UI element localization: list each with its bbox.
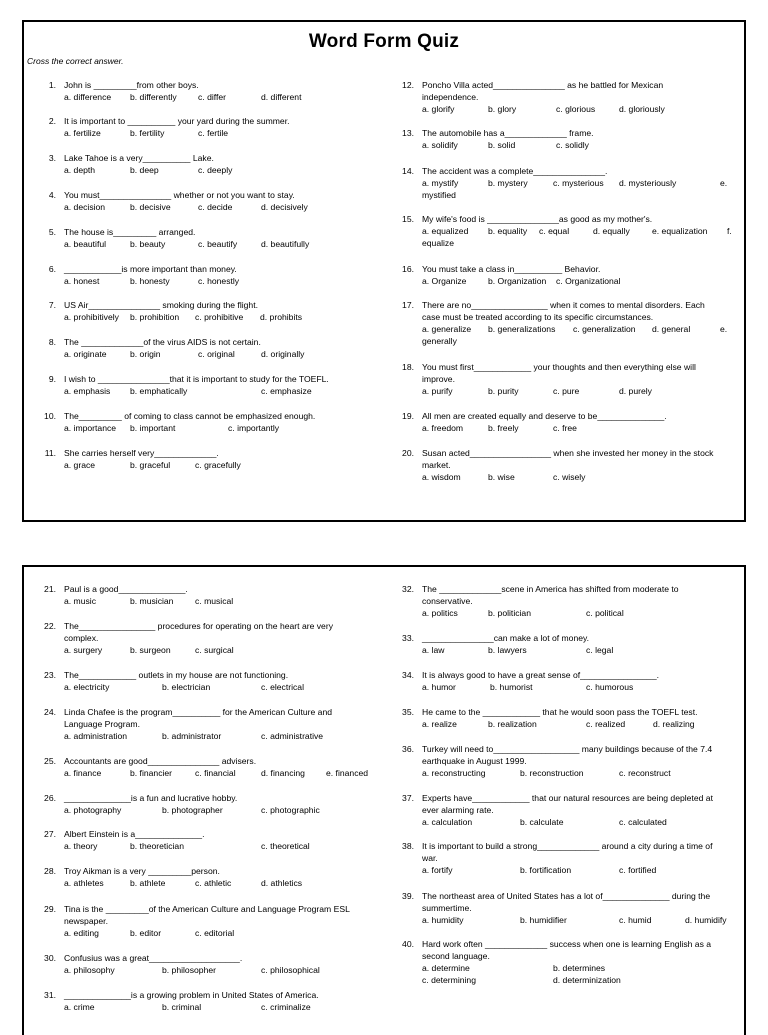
option[interactable]: c. beautify xyxy=(198,239,238,249)
option[interactable]: a. editing xyxy=(64,928,99,938)
option[interactable]: b. generalizations xyxy=(488,324,556,334)
option[interactable]: c. athletic xyxy=(195,878,232,888)
option[interactable]: c. administrative xyxy=(261,731,324,741)
option[interactable]: a. crime xyxy=(64,1002,95,1012)
option[interactable]: d. gloriously xyxy=(619,104,665,114)
option[interactable]: d. general xyxy=(652,324,691,334)
quiz-title: Word Form Quiz xyxy=(308,31,460,52)
option[interactable]: c. financial xyxy=(195,768,236,778)
question-11: 11. She carries herself very_____________. a. grace b. graceful c. gracefully xyxy=(44,448,241,470)
option[interactable]: e. xyxy=(720,324,728,334)
option[interactable]: d. determinization xyxy=(553,975,621,985)
option[interactable]: b. freely xyxy=(488,423,519,433)
option[interactable]: d. beautifully xyxy=(261,239,310,249)
question-40: 40. Hard work often _____________ success when one is learning English as a second language. a. determine b. determines c. determining d. determinization xyxy=(402,939,712,985)
option[interactable]: a. humor xyxy=(422,682,456,692)
option[interactable]: c. prohibitive xyxy=(195,312,244,322)
option[interactable]: c. importantly xyxy=(228,423,280,433)
option[interactable]: a. wisdom xyxy=(422,472,461,482)
option[interactable]: b. purity xyxy=(488,386,519,396)
option[interactable]: b. surgeon xyxy=(130,645,171,655)
option[interactable]: c. Organizational xyxy=(556,276,621,286)
question-19: 19. All men are created equally and deserve to be______________. a. freedom b. freely c. free xyxy=(402,411,667,433)
question-25: 25. Accountants are good_______________ advisers. a. finance b. financier c. financial d. financing e. financed xyxy=(44,756,369,778)
question-17: 17. There are no________________ when it comes to mental disorders. Each case must be treated according to its specific circumstances. a. generalize b. generalizations c. generalization d. general e. generally xyxy=(402,300,728,346)
option[interactable]: b. philosopher xyxy=(162,965,216,975)
option[interactable]: c. free xyxy=(553,423,577,433)
option[interactable]: a. finance xyxy=(64,768,102,778)
option[interactable]: a. music xyxy=(64,596,96,606)
option[interactable]: a. glorify xyxy=(422,104,455,114)
option[interactable]: c. original xyxy=(198,349,235,359)
question-32: 32. The _____________scene in America has shifted from moderate to conservative. a. politics b. politician c. political xyxy=(402,584,679,618)
option[interactable]: b. humidifier xyxy=(520,915,567,925)
question-37: 37. Experts have____________ that our natural resources are being depleted at ever alarming rate. a. calculation b. calculate c. calculated xyxy=(402,793,713,827)
option[interactable]: c. generalization xyxy=(573,324,636,334)
option[interactable]: mystified xyxy=(422,190,456,200)
option[interactable]: d. mysteriously xyxy=(619,178,677,188)
question-1: 1. John is _________from other boys. a. difference b. differently c. differ d. different xyxy=(48,80,302,102)
option[interactable]: a. humidity xyxy=(422,915,464,925)
option[interactable]: b. photographer xyxy=(162,805,223,815)
option[interactable]: c. political xyxy=(586,608,624,618)
option[interactable]: b. emphatically xyxy=(130,386,188,396)
option[interactable]: a. Organize xyxy=(422,276,467,286)
question-21: 21. Paul is a good______________. a. music b. musician c. musical xyxy=(44,584,234,606)
quiz-page-2 xyxy=(22,565,746,1035)
option[interactable]: c. realized xyxy=(586,719,626,729)
option[interactable]: c. electrical xyxy=(261,682,304,692)
option[interactable]: b. glory xyxy=(488,104,517,114)
option[interactable]: a. surgery xyxy=(64,645,103,655)
option[interactable]: b. mystery xyxy=(488,178,528,188)
question-12: 12. Poncho Villa acted_______________ as he battled for Mexican independence. a. glorify b. glory c. glorious d. gloriously xyxy=(402,80,665,114)
option[interactable]: b. theoretician xyxy=(130,841,184,851)
option[interactable]: generally xyxy=(422,336,457,346)
question-9: 9. I wish to _______________that it is important to study for the TOEFL. a. emphasis b. emphatically c. emphasize xyxy=(48,374,329,396)
option[interactable]: c. editorial xyxy=(195,928,235,938)
option[interactable]: c. wisely xyxy=(553,472,586,482)
option[interactable]: c. photographic xyxy=(261,805,320,815)
option[interactable]: c. reconstruct xyxy=(619,768,671,778)
option[interactable]: b. solid xyxy=(488,140,516,150)
option[interactable]: a. generalize xyxy=(422,324,472,334)
option[interactable]: a. athletes xyxy=(64,878,104,888)
option[interactable]: b. deep xyxy=(130,165,159,175)
option[interactable]: b. lawyers xyxy=(488,645,527,655)
option[interactable]: d. originally xyxy=(261,349,305,359)
option[interactable]: a. politics xyxy=(422,608,458,618)
option[interactable]: c. calculated xyxy=(619,817,667,827)
option[interactable]: b. humorist xyxy=(490,682,533,692)
option[interactable]: c. mysterious xyxy=(553,178,604,188)
option[interactable]: b. differently xyxy=(130,92,177,102)
option[interactable]: b. origin xyxy=(130,349,161,359)
option[interactable]: b. graceful xyxy=(130,460,171,470)
question-24: 24. Linda Chafee is the program__________ for the American Culture and Language Program. a. administration b. administrator c. administrative xyxy=(44,707,333,741)
option[interactable]: d. purely xyxy=(619,386,652,396)
question-22: 22. The________________ procedures for operating on the heart are very complex. a. surgery b. surgeon c. surgical xyxy=(44,621,333,655)
option[interactable]: c. glorious xyxy=(556,104,596,114)
option[interactable]: c. legal xyxy=(586,645,614,655)
question-8: 8. The _____________of the virus AIDS is not certain. a. originate b. origin c. original d. originally xyxy=(48,337,305,359)
question-16: 16. You must take a class in__________ Behavior. a. Organize b. Organization c. Organizational xyxy=(402,264,621,286)
question-15: 15. My wife's food is _______________as good as my mother's. a. equalized b. equality c. equal d. equally e. equalization f. equalize xyxy=(402,214,732,248)
option[interactable]: d. humidify xyxy=(685,915,727,925)
question-13: 13. The automobile has a_____________ frame. a. solidify b. solid c. solidly xyxy=(402,128,594,150)
option[interactable]: b. decisive xyxy=(130,202,171,212)
option[interactable]: a. decision xyxy=(64,202,106,212)
option[interactable]: a. emphasis xyxy=(64,386,111,396)
option[interactable]: a. beautiful xyxy=(64,239,107,249)
option[interactable]: c. philosophical xyxy=(261,965,320,975)
question-31: 31. ______________is a growing problem in United States of America. a. crime b. criminal c. criminalize xyxy=(44,990,319,1012)
option[interactable]: a. reconstructing xyxy=(422,768,486,778)
option[interactable]: d. equally xyxy=(593,226,630,236)
quiz-page-1 xyxy=(22,20,746,522)
option[interactable]: c. surgical xyxy=(195,645,234,655)
option[interactable]: a. photography xyxy=(64,805,122,815)
option[interactable]: equalize xyxy=(422,238,455,248)
option[interactable]: c. emphasize xyxy=(261,386,312,396)
option[interactable]: b. Organization xyxy=(488,276,547,286)
option[interactable]: c. fortified xyxy=(619,865,657,875)
question-35: 35. He came to the ____________ that he would soon pass the TOEFL test. a. realize b. realization c. realized d. realizing xyxy=(402,707,698,729)
option[interactable]: b. prohibition xyxy=(130,312,180,322)
option[interactable]: c. fertile xyxy=(198,128,229,138)
option[interactable]: a. purify xyxy=(422,386,453,396)
question-4: 4. You must_______________ whether or not you want to stay. a. decision b. decisive c. decide d. decisively xyxy=(48,190,308,212)
question-10: 10. The_________ of coming to class cannot be emphasized enough. a. importance b. important c. importantly xyxy=(44,411,316,433)
option[interactable]: b. realization xyxy=(488,719,537,729)
option[interactable]: d. prohibits xyxy=(260,312,303,322)
option[interactable]: a. honest xyxy=(64,276,100,286)
question-18: 18. You must first____________ your thoughts and then everything else will improve. a. purify b. purity c. pure d. purely xyxy=(402,362,696,396)
option[interactable]: b. beauty xyxy=(130,239,166,249)
question-7: 7. US Air_______________ smoking during the flight. a. prohibitively b. prohibition c. prohibitive d. prohibits xyxy=(48,300,303,322)
option[interactable]: b. fertility xyxy=(130,128,165,138)
option[interactable]: a. solidify xyxy=(422,140,458,150)
question-33: 33. _______________can make a lot of money. a. law b. lawyers c. legal xyxy=(402,633,614,655)
option[interactable]: c. differ xyxy=(198,92,227,102)
question-3: 3. Lake Tahoe is a very__________ Lake. a. depth b. deep c. deeply xyxy=(48,153,233,175)
question-20: 20. Susan acted_________________ when she invested her money in the stock market. a. wisdom b. wise c. wisely xyxy=(402,448,714,482)
option[interactable]: b. athlete xyxy=(130,878,166,888)
option[interactable]: c. equal xyxy=(539,226,570,236)
option[interactable]: b. administrator xyxy=(162,731,222,741)
option[interactable]: c. honestly xyxy=(198,276,240,286)
option[interactable]: b. editor xyxy=(130,928,162,938)
question-5: 5. The house is_________ arranged. a. beautiful b. beauty c. beautify d. beautifully xyxy=(48,227,310,249)
option[interactable]: a. freedom xyxy=(422,423,464,433)
option[interactable]: a. grace xyxy=(64,460,96,470)
option[interactable]: a. philosophy xyxy=(64,965,115,975)
option[interactable]: a. electricity xyxy=(64,682,110,692)
option[interactable]: c. musical xyxy=(195,596,234,606)
option[interactable]: a. depth xyxy=(64,165,96,175)
option[interactable]: c. decide xyxy=(198,202,233,212)
option[interactable]: d. realizing xyxy=(653,719,695,729)
option[interactable]: b. calculate xyxy=(520,817,564,827)
option[interactable]: b. politician xyxy=(488,608,531,618)
option[interactable]: a. originate xyxy=(64,349,107,359)
question-39: 39. The northeast area of United States has a lot of______________ during the summertime. a. humidity b. humidifier c. humid d. humidify xyxy=(402,891,727,925)
question-14: 14. The accident was a complete_______________. a. mystify b. mystery c. mysterious d. mysteriously e. mystified xyxy=(402,166,728,200)
instruction: Cross the correct answer. xyxy=(27,56,124,66)
option[interactable]: a. calculation xyxy=(422,817,473,827)
option[interactable]: a. fortify xyxy=(422,865,453,875)
option[interactable]: b. equality xyxy=(488,226,528,236)
option[interactable]: b. important xyxy=(130,423,176,433)
option[interactable]: c. solidly xyxy=(556,140,589,150)
option[interactable]: e. equalization xyxy=(652,226,708,236)
option[interactable]: c. deeply xyxy=(198,165,233,175)
option[interactable]: b. financier xyxy=(130,768,173,778)
option[interactable]: c. criminalize xyxy=(261,1002,311,1012)
question-28: 28. Troy Aikman is a very _________person. a. athletes b. athlete c. athletic d. athletics xyxy=(44,866,303,888)
option[interactable]: a. fertilize xyxy=(64,128,101,138)
option[interactable]: a. realize xyxy=(422,719,457,729)
option[interactable]: a. administration xyxy=(64,731,128,741)
option[interactable]: b. criminal xyxy=(162,1002,202,1012)
question-26: 26. ______________is a fun and lucrative hobby. a. photography b. photographer c. photographic xyxy=(44,793,320,815)
option[interactable]: b. musician xyxy=(130,596,174,606)
question-36: 36. Turkey will need to__________________ many buildings because of the 7.4 earthquake in August 1999. a. reconstructing b. reconstruction c. reconstruct xyxy=(402,744,713,778)
option[interactable]: d. decisively xyxy=(261,202,308,212)
option[interactable]: b. fortification xyxy=(520,865,572,875)
option[interactable]: b. determines xyxy=(553,963,606,973)
option[interactable]: d. athletics xyxy=(261,878,303,888)
option[interactable]: c. theoretical xyxy=(261,841,310,851)
option[interactable]: a. theory xyxy=(64,841,98,851)
option[interactable]: a. importance xyxy=(64,423,117,433)
option[interactable]: c. humid xyxy=(619,915,652,925)
question-23: 23. The____________ outlets in my house are not functioning. a. electricity b. electrician c. electrical xyxy=(44,670,304,692)
option[interactable]: c. gracefully xyxy=(195,460,241,470)
option[interactable]: b. honesty xyxy=(130,276,170,286)
option[interactable]: b. wise xyxy=(488,472,515,482)
question-30: 30. Confusius was a great___________________. a. philosophy b. philosopher c. philosophical xyxy=(44,953,320,975)
question-34: 34. It is always good to have a great sense of________________. a. humor b. humorist c. humorous xyxy=(402,670,659,692)
option[interactable]: c. pure xyxy=(553,386,580,396)
option[interactable]: a. equalized xyxy=(422,226,469,236)
option[interactable]: b. electrician xyxy=(162,682,211,692)
option[interactable]: a. difference xyxy=(64,92,112,102)
option[interactable]: f. xyxy=(727,226,732,236)
option[interactable]: a. mystify xyxy=(422,178,459,188)
question-2: 2. It is important to __________ your yard during the summer. a. fertilize b. fertility c. fertile xyxy=(48,116,290,138)
option[interactable]: e. financed xyxy=(326,768,369,778)
question-38: 38. It is important to build a strong_____________ around a city during a time of war. a. fortify b. fortification c. fortified xyxy=(402,841,713,875)
option[interactable]: a. determine xyxy=(422,963,470,973)
option[interactable]: c. determining xyxy=(422,975,476,985)
option[interactable]: a. law xyxy=(422,645,445,655)
question-27: 27. Albert Einstein is a______________. a. theory b. theoretician c. theoretical xyxy=(44,829,310,851)
option[interactable]: d. financing xyxy=(261,768,305,778)
question-29: 29. Tina is the _________of the American Culture and Language Program ESL newspaper. a. editing b. editor c. editorial xyxy=(44,904,350,938)
question-6: 6. ____________is more important than money. a. honest b. honesty c. honestly xyxy=(48,264,240,286)
option[interactable]: c. humorous xyxy=(586,682,634,692)
option[interactable]: b. reconstruction xyxy=(520,768,584,778)
option[interactable]: e. xyxy=(720,178,728,188)
option[interactable]: a. prohibitively xyxy=(64,312,119,322)
option[interactable]: d. different xyxy=(261,92,302,102)
